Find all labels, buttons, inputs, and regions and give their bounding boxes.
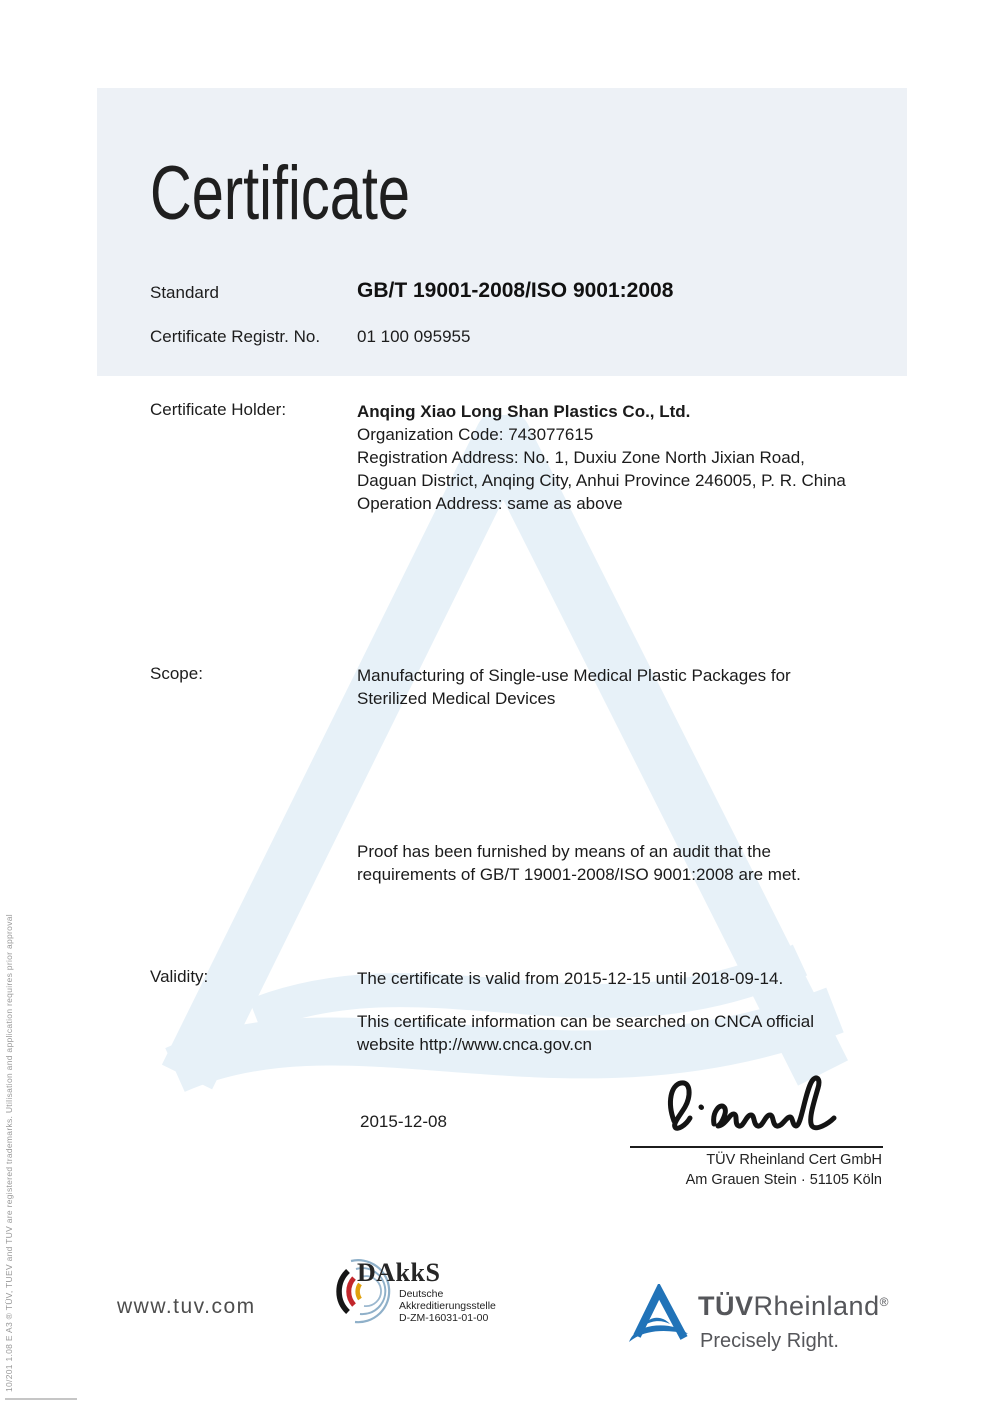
cnca-line: website http://www.cnca.gov.cn: [357, 1035, 592, 1054]
holder-name: Anqing Xiao Long Shan Plastics Co., Ltd.: [357, 402, 691, 421]
page-title: Certificate: [150, 151, 411, 236]
holder-line: Registration Address: No. 1, Duxiu Zone North Jixian Road,: [357, 448, 805, 467]
scan-artifact-dash: [5, 1398, 77, 1400]
website-url: www.tuv.com: [117, 1295, 256, 1318]
tuv-tagline: Precisely Right.: [700, 1330, 839, 1352]
side-note: 10/201 1.08 E A3 ® TÜV, TUEV and TUV are registered trademarks. Utilisation and application requires prior approval: [4, 914, 14, 1392]
dakks-logo: [335, 1252, 505, 1337]
dakks-detail-line: Akkreditierungsstelle: [399, 1300, 496, 1312]
standard-label: Standard: [150, 283, 219, 302]
certificate-holder-label: Certificate Holder:: [150, 400, 287, 419]
standard-value: GB/T 19001-2008/ISO 9001:2008: [357, 279, 674, 302]
issuer-org: TÜV Rheinland Cert GmbH: [706, 1152, 882, 1168]
signature-rule: [630, 1146, 883, 1148]
validity-text: The certificate is valid from 2015-12-15 until 2018-09-14.: [357, 969, 784, 988]
scope-line: Sterilized Medical Devices: [357, 689, 556, 708]
issue-date: 2015-12-08: [360, 1112, 447, 1131]
issuer-address: Am Grauen Stein · 51105 Köln: [685, 1171, 882, 1188]
holder-line: Operation Address: same as above: [357, 494, 623, 513]
tuv-brand: [698, 1291, 889, 1322]
registered-trademark-icon: ®: [879, 1295, 889, 1309]
validity-label: Validity:: [150, 967, 209, 986]
proof-line: requirements of GB/T 19001-2008/ISO 9001:2008 are met.: [357, 865, 801, 884]
tuv-triangle-icon: [626, 1284, 692, 1348]
handwritten-signature: [660, 1072, 885, 1144]
dakks-detail-line: Deutsche: [399, 1288, 444, 1300]
tuv-brand-rest: Rheinland: [753, 1291, 880, 1321]
scope-line: Manufacturing of Single-use Medical Plastic Packages for: [357, 666, 791, 685]
registr-no-label: Certificate Registr. No.: [150, 327, 321, 346]
proof-line: Proof has been furnished by means of an audit that the: [357, 842, 771, 861]
scope-label: Scope:: [150, 664, 203, 683]
dakks-detail-line: D-ZM-16031-01-00: [399, 1312, 489, 1324]
holder-line: Organization Code: 743077615: [357, 425, 594, 444]
dakks-name: DAkkS: [357, 1258, 441, 1287]
holder-line: Daguan District, Anqing City, Anhui Province 246005, P. R. China: [357, 471, 846, 490]
registr-no-value: 01 100 095955: [357, 327, 471, 346]
cnca-line: This certificate information can be searched on CNCA official: [357, 1012, 815, 1031]
tuv-rheinland-logo: [622, 1280, 922, 1360]
tuv-brand-bold: TÜV: [698, 1291, 754, 1321]
